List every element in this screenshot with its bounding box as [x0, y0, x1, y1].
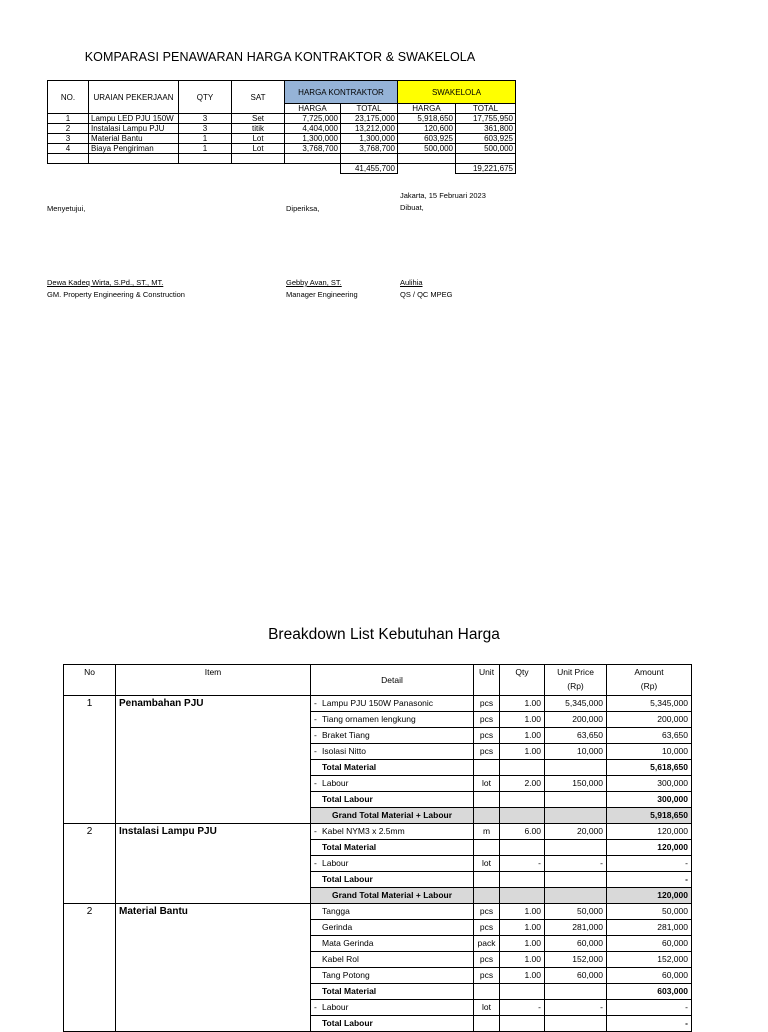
detail-dash: -	[314, 858, 317, 868]
group-no	[64, 968, 116, 984]
detail-unit: lot	[474, 776, 500, 792]
empty-cell	[89, 154, 179, 164]
header-s-total: TOTAL	[456, 104, 516, 114]
subtotal-row	[64, 792, 692, 808]
row-sat: Lot	[232, 134, 285, 144]
detail-unit: pcs	[474, 712, 500, 728]
detail-unit-price: 281,000	[545, 920, 607, 936]
bd-header-amount-label: Amount	[634, 667, 664, 677]
empty-cell	[48, 154, 89, 164]
comparison-table	[47, 80, 516, 174]
total-amount: -	[607, 872, 692, 888]
breakdown-table	[63, 664, 692, 1032]
detail-unit-price: 20,000	[545, 824, 607, 840]
detail-unit: pcs	[474, 968, 500, 984]
row-kontraktor-total: 13,212,000	[341, 124, 398, 134]
detail-amount: 120,000	[607, 824, 692, 840]
grand-total-kontraktor: 41,455,700	[341, 164, 398, 174]
detail-unit-price: 60,000	[545, 936, 607, 952]
detail-unit-price: -	[545, 1000, 607, 1016]
empty-cell	[341, 154, 398, 164]
detail-unit: pack	[474, 936, 500, 952]
total-label	[311, 792, 474, 808]
row-swakelola-harga: 5,918,650	[398, 114, 456, 124]
detail-dash: -	[314, 1002, 317, 1012]
detail-row	[64, 728, 692, 744]
detail-unit: m	[474, 824, 500, 840]
row-no: 3	[48, 134, 89, 144]
detail-qty: 2.00	[500, 776, 545, 792]
empty-cell	[545, 888, 607, 904]
detail-unit-price: 200,000	[545, 712, 607, 728]
signer-3-title: QS / QC MPEG	[400, 290, 453, 299]
group-item: Penambahan PJU	[116, 696, 311, 712]
empty-cell	[474, 872, 500, 888]
empty-cell	[500, 808, 545, 824]
place-date: Jakarta, 15 Februari 2023	[400, 191, 486, 200]
detail-row	[64, 696, 692, 712]
detail-text: Labour	[322, 1002, 349, 1012]
row-no: 4	[48, 144, 89, 154]
total-label-text: Total Material	[322, 762, 377, 772]
empty-cell	[500, 888, 545, 904]
detail-cell	[311, 696, 474, 712]
total-amount: 120,000	[607, 840, 692, 856]
group-no	[64, 856, 116, 872]
detail-text: Tangga	[322, 906, 350, 916]
detail-text: Mata Gerinda	[322, 938, 374, 948]
total-label-text: Total Material	[322, 842, 377, 852]
detail-dash: -	[314, 698, 317, 708]
detail-amount: -	[607, 856, 692, 872]
grand-total-row	[64, 808, 692, 824]
total-label-text: Total Labour	[322, 874, 373, 884]
grand-total-label: Grand Total Material + Labour	[311, 888, 474, 904]
detail-cell	[311, 824, 474, 840]
detail-unit: pcs	[474, 904, 500, 920]
detail-row	[64, 904, 692, 920]
breakdown-title: Breakdown List Kebutuhan Harga	[268, 626, 500, 643]
header-k-harga: HARGA	[285, 104, 341, 114]
detail-unit-price: 60,000	[545, 968, 607, 984]
detail-cell	[311, 968, 474, 984]
detail-amount: 10,000	[607, 744, 692, 760]
row-swakelola-harga: 603,925	[398, 134, 456, 144]
detail-amount: 60,000	[607, 936, 692, 952]
grand-total-row	[64, 888, 692, 904]
detail-unit-price: 5,345,000	[545, 696, 607, 712]
group-item	[116, 760, 311, 776]
detail-row	[64, 968, 692, 984]
row-kontraktor-harga: 7,725,000	[285, 114, 341, 124]
row-qty: 1	[179, 144, 232, 154]
total-amount: 5,618,650	[607, 760, 692, 776]
group-item	[116, 984, 311, 1000]
detail-unit: pcs	[474, 920, 500, 936]
empty-cell	[500, 760, 545, 776]
total-label	[311, 760, 474, 776]
group-no	[64, 888, 116, 904]
group-no	[64, 1000, 116, 1016]
row-swakelola-total: 500,000	[456, 144, 516, 154]
empty-cell	[500, 792, 545, 808]
comparison-empty-row	[48, 154, 516, 164]
subtotal-row	[64, 840, 692, 856]
empty-cell	[232, 154, 285, 164]
header-swakelola: SWAKELOLA	[398, 81, 516, 104]
detail-qty: 1.00	[500, 920, 545, 936]
total-label	[311, 984, 474, 1000]
header-qty: QTY	[179, 81, 232, 114]
row-no: 2	[48, 124, 89, 134]
row-swakelola-harga: 120,600	[398, 124, 456, 134]
comparison-row	[48, 144, 516, 154]
detail-amount: 200,000	[607, 712, 692, 728]
header-no: NO.	[48, 81, 89, 114]
detail-text: Gerinda	[322, 922, 353, 932]
signer-3-name: Aulihia	[400, 278, 423, 287]
group-no	[64, 952, 116, 968]
detail-unit: lot	[474, 1000, 500, 1016]
signer-1-title: GM. Property Engineering & Construction	[47, 290, 185, 299]
header-uraian: URAIAN PEKERJAAN	[89, 81, 179, 114]
detail-qty: 1.00	[500, 904, 545, 920]
detail-cell	[311, 728, 474, 744]
detail-amount: 152,000	[607, 952, 692, 968]
row-kontraktor-harga: 1,300,000	[285, 134, 341, 144]
empty-cell	[545, 872, 607, 888]
group-item	[116, 856, 311, 872]
detail-cell	[311, 936, 474, 952]
total-label	[311, 872, 474, 888]
detail-qty: 1.00	[500, 952, 545, 968]
group-item	[116, 728, 311, 744]
detail-dash: -	[314, 730, 317, 740]
comparison-row	[48, 114, 516, 124]
subtotal-row	[64, 984, 692, 1000]
bd-header-unit-price-label: Unit Price	[557, 667, 594, 677]
header-k-total: TOTAL	[341, 104, 398, 114]
bd-header-unit: Unit	[474, 665, 500, 696]
total-amount: 300,000	[607, 792, 692, 808]
empty-cell	[398, 154, 456, 164]
row-kontraktor-total: 3,768,700	[341, 144, 398, 154]
detail-unit-price: 63,650	[545, 728, 607, 744]
total-label-text: Total Labour	[322, 794, 373, 804]
detail-text: Lampu PJU 150W Panasonic	[322, 698, 434, 708]
detail-unit-price: -	[545, 856, 607, 872]
group-item	[116, 920, 311, 936]
detail-unit-price: 50,000	[545, 904, 607, 920]
row-kontraktor-total: 23,175,000	[341, 114, 398, 124]
detail-cell	[311, 904, 474, 920]
detail-cell	[311, 712, 474, 728]
group-no	[64, 776, 116, 792]
group-no: 1	[64, 696, 116, 712]
group-no	[64, 840, 116, 856]
bd-header-amount-sub: (Rp)	[640, 681, 658, 691]
detail-unit: lot	[474, 856, 500, 872]
empty-cell	[545, 984, 607, 1000]
detail-cell	[311, 776, 474, 792]
detail-qty: -	[500, 1000, 545, 1016]
grand-total-amount: 5,918,650	[607, 808, 692, 824]
empty-cell	[545, 840, 607, 856]
row-kontraktor-total: 1,300,000	[341, 134, 398, 144]
detail-cell	[311, 744, 474, 760]
empty-cell	[545, 808, 607, 824]
row-item: Material Bantu	[89, 134, 179, 144]
label-menyetujui: Menyetujui,	[47, 204, 86, 213]
comparison-body	[48, 114, 516, 164]
row-swakelola-total: 361,800	[456, 124, 516, 134]
signer-2-title: Manager Engineering	[286, 290, 358, 299]
empty-cell	[545, 792, 607, 808]
empty-cell	[474, 840, 500, 856]
detail-row	[64, 744, 692, 760]
header-harga-kontraktor: HARGA KONTRAKTOR	[285, 81, 398, 104]
comparison-row	[48, 124, 516, 134]
detail-dash: -	[314, 826, 317, 836]
detail-unit: pcs	[474, 952, 500, 968]
detail-unit: pcs	[474, 744, 500, 760]
row-no: 1	[48, 114, 89, 124]
detail-qty: 1.00	[500, 712, 545, 728]
header-sat: SAT	[232, 81, 285, 114]
document-title: KOMPARASI PENAWARAN HARGA KONTRAKTOR & SWAKELOLA	[84, 50, 476, 64]
detail-row	[64, 952, 692, 968]
total-label-text: Total Material	[322, 986, 377, 996]
breakdown-body	[64, 696, 692, 1032]
group-no: 2	[64, 824, 116, 840]
detail-row	[64, 856, 692, 872]
detail-amount: 63,650	[607, 728, 692, 744]
row-item: Lampu LED PJU 150W	[89, 114, 179, 124]
detail-unit: pcs	[474, 696, 500, 712]
group-item	[116, 872, 311, 888]
group-item	[116, 1000, 311, 1016]
row-swakelola-harga: 500,000	[398, 144, 456, 154]
empty-cell	[500, 840, 545, 856]
total-amount: 603,000	[607, 984, 692, 1000]
detail-amount: 50,000	[607, 904, 692, 920]
empty-cell	[285, 154, 341, 164]
group-no	[64, 872, 116, 888]
group-item	[116, 840, 311, 856]
row-item: Instalasi Lampu PJU	[89, 124, 179, 134]
detail-cell	[311, 856, 474, 872]
detail-row	[64, 712, 692, 728]
grand-total-label: Grand Total Material + Labour	[311, 808, 474, 824]
detail-amount: 60,000	[607, 968, 692, 984]
detail-row	[64, 920, 692, 936]
empty-cell	[474, 984, 500, 1000]
row-sat: titik	[232, 124, 285, 134]
signer-2-name: Gebby Avan, ST.	[286, 278, 342, 287]
group-item	[116, 792, 311, 808]
empty-cell	[545, 760, 607, 776]
row-kontraktor-harga: 4,404,000	[285, 124, 341, 134]
detail-cell	[311, 1000, 474, 1016]
detail-qty: 1.00	[500, 936, 545, 952]
detail-text: Labour	[322, 858, 349, 868]
detail-cell	[311, 952, 474, 968]
row-swakelola-total: 17,755,950	[456, 114, 516, 124]
detail-row	[64, 1000, 692, 1016]
empty-cell	[500, 872, 545, 888]
group-no	[64, 920, 116, 936]
detail-dash: -	[314, 746, 317, 756]
detail-text: Tang Potong	[322, 970, 370, 980]
detail-amount: 5,345,000	[607, 696, 692, 712]
detail-amount: 300,000	[607, 776, 692, 792]
comparison-row	[48, 134, 516, 144]
group-no	[64, 744, 116, 760]
group-item	[116, 968, 311, 984]
total-label	[311, 840, 474, 856]
signer-1-name: Dewa Kadeq Wirta, S.Pd., ST., MT.	[47, 278, 164, 287]
group-no	[64, 808, 116, 824]
group-item	[116, 712, 311, 728]
detail-amount: -	[607, 1000, 692, 1016]
group-no	[64, 936, 116, 952]
bd-header-unit-price	[545, 665, 607, 696]
row-sat: Lot	[232, 144, 285, 154]
detail-dash: -	[314, 714, 317, 724]
group-item	[116, 776, 311, 792]
detail-unit-price: 10,000	[545, 744, 607, 760]
detail-row	[64, 936, 692, 952]
total-amount: -	[607, 1016, 692, 1032]
bd-header-amount	[607, 665, 692, 696]
empty-cell	[474, 808, 500, 824]
empty-cell	[474, 792, 500, 808]
detail-qty: 1.00	[500, 968, 545, 984]
detail-cell	[311, 920, 474, 936]
detail-text: Tiang ornamen lengkung	[322, 714, 416, 724]
group-no: 2	[64, 904, 116, 920]
group-item	[116, 952, 311, 968]
detail-text: Labour	[322, 778, 349, 788]
group-item	[116, 744, 311, 760]
empty-cell	[474, 760, 500, 776]
row-qty: 3	[179, 124, 232, 134]
empty-cell	[500, 984, 545, 1000]
label-dibuat: Dibuat,	[400, 203, 424, 212]
group-no	[64, 728, 116, 744]
detail-qty: 1.00	[500, 728, 545, 744]
detail-amount: 281,000	[607, 920, 692, 936]
total-label-text: Total Labour	[322, 1018, 373, 1028]
header-s-harga: HARGA	[398, 104, 456, 114]
row-qty: 1	[179, 134, 232, 144]
group-item: Material Bantu	[116, 904, 311, 920]
detail-text: Isolasi Nitto	[322, 746, 366, 756]
subtotal-row	[64, 872, 692, 888]
detail-unit-price: 152,000	[545, 952, 607, 968]
bd-header-item: Item	[116, 665, 311, 696]
bd-header-qty: Qty	[500, 665, 545, 696]
detail-unit-price: 150,000	[545, 776, 607, 792]
group-no	[64, 792, 116, 808]
grand-total-swakelola: 19,221,675	[456, 164, 516, 174]
group-item	[116, 808, 311, 824]
empty-cell	[179, 154, 232, 164]
group-no	[64, 712, 116, 728]
detail-text: Kabel NYM3 x 2.5mm	[322, 826, 405, 836]
detail-dash: -	[314, 778, 317, 788]
empty-cell	[474, 888, 500, 904]
detail-text: Braket Tiang	[322, 730, 370, 740]
group-item	[116, 888, 311, 904]
group-no	[64, 760, 116, 776]
grand-total-amount: 120,000	[607, 888, 692, 904]
detail-qty: 6.00	[500, 824, 545, 840]
row-sat: Set	[232, 114, 285, 124]
row-kontraktor-harga: 3,768,700	[285, 144, 341, 154]
group-no	[64, 984, 116, 1000]
group-item	[116, 936, 311, 952]
row-qty: 3	[179, 114, 232, 124]
group-item: Instalasi Lampu PJU	[116, 824, 311, 840]
subtotal-row	[64, 760, 692, 776]
bd-header-detail: Detail	[311, 665, 474, 696]
empty-cell	[456, 154, 516, 164]
bd-header-no: No	[64, 665, 116, 696]
label-diperiksa: Diperiksa,	[286, 204, 320, 213]
detail-row	[64, 824, 692, 840]
detail-unit: pcs	[474, 728, 500, 744]
row-item: Biaya Pengiriman	[89, 144, 179, 154]
row-swakelola-total: 603,925	[456, 134, 516, 144]
detail-qty: 1.00	[500, 744, 545, 760]
detail-text: Kabel Rol	[322, 954, 359, 964]
detail-qty: 1.00	[500, 696, 545, 712]
bd-header-unit-price-sub: (Rp)	[567, 681, 584, 691]
detail-qty: -	[500, 856, 545, 872]
detail-row	[64, 776, 692, 792]
